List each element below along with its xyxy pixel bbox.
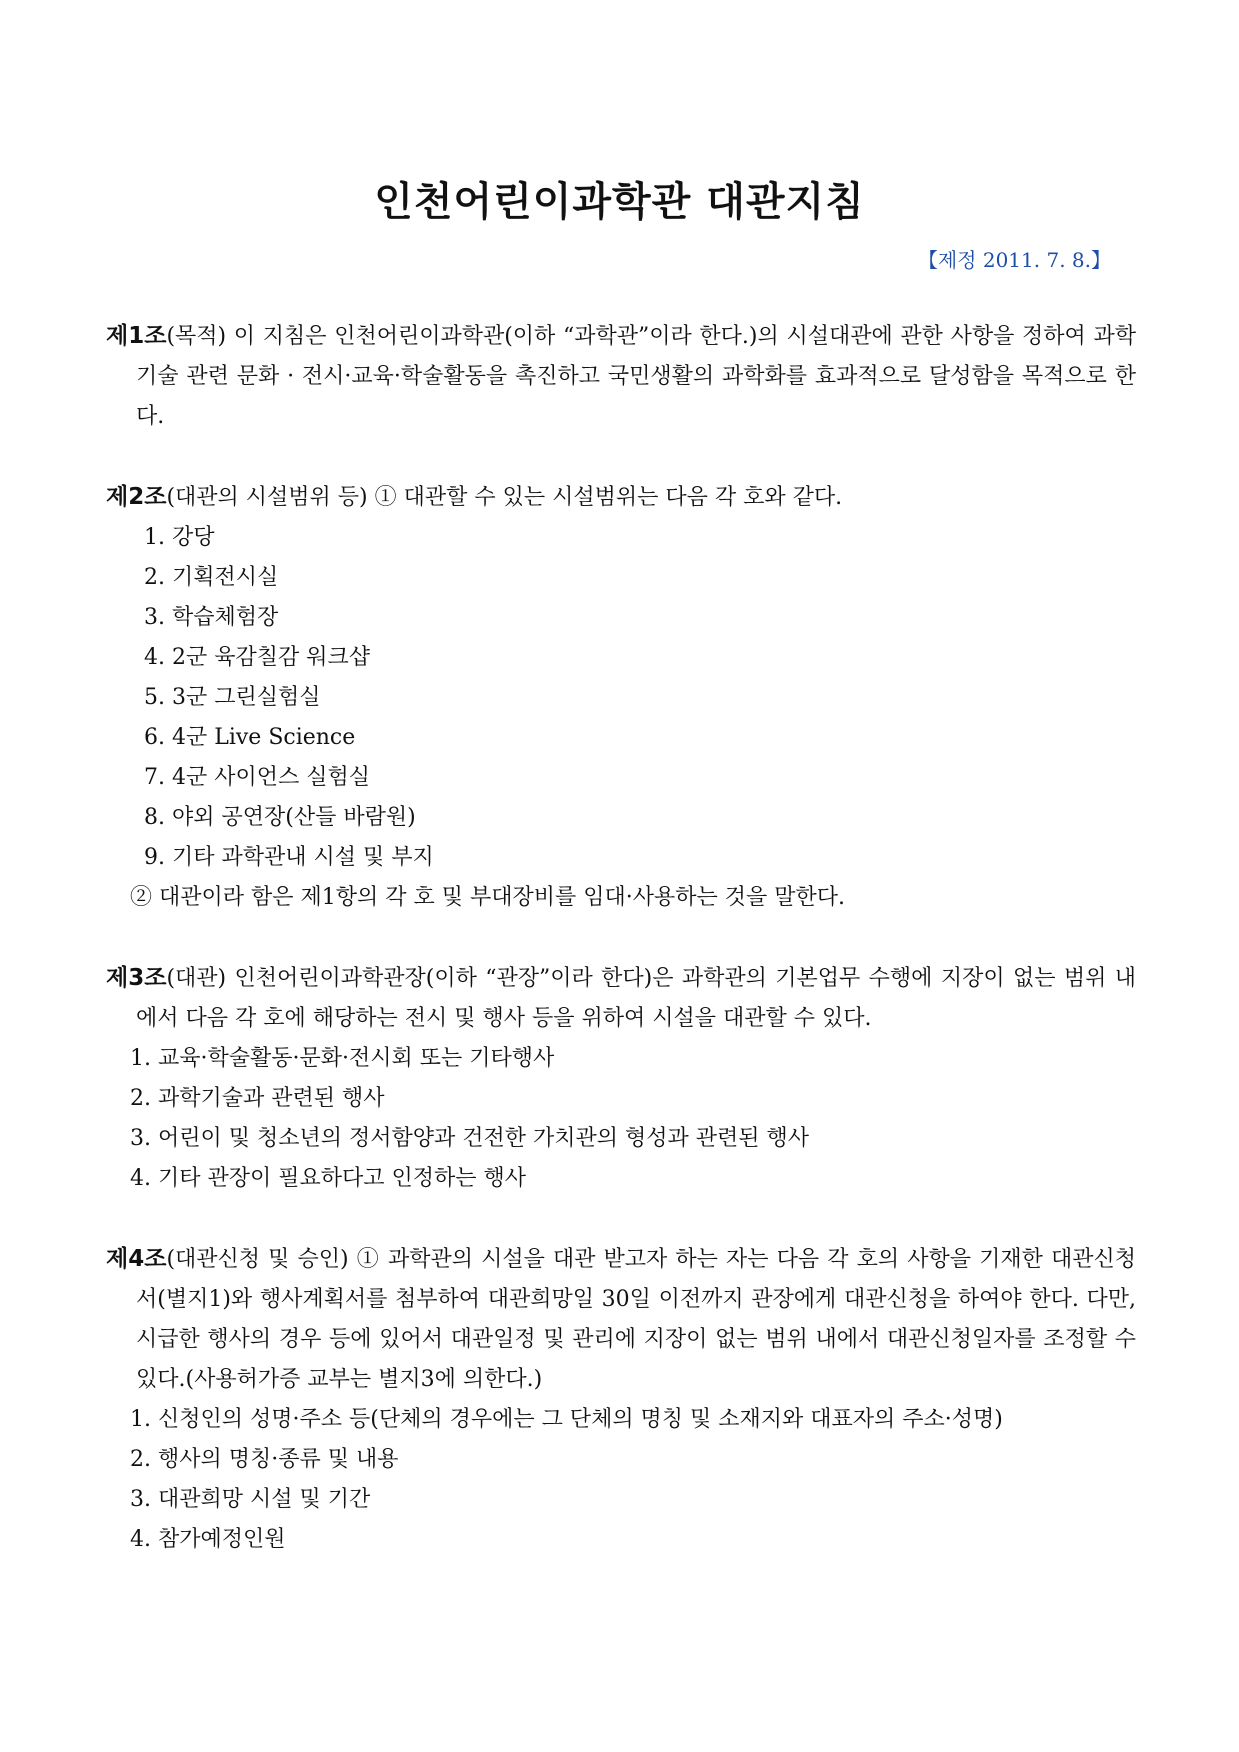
article-4 xyxy=(106,1239,1136,1560)
list-item: 8. 야외 공연장(산들 바람원) xyxy=(144,805,416,830)
list-item: 2. 과학기술과 관련된 행사 xyxy=(130,1086,385,1111)
enactment-date: 【제정 2011. 7. 8.】 xyxy=(917,248,1111,272)
list-item: 2. 기획전시실 xyxy=(144,565,279,590)
facility-list xyxy=(106,518,1136,878)
list-item: 6. 4군 Live Science xyxy=(144,725,356,750)
list-item: 4. 기타 관장이 필요하다고 인정하는 행사 xyxy=(130,1166,526,1191)
list-item: 3. 학습체험장 xyxy=(144,605,279,630)
article-3-text xyxy=(106,958,1136,1039)
event-type-list xyxy=(106,1039,1136,1199)
article-body: (대관) 인천어린이과학관장(이하 “관장”이라 한다)은 과학관의 기본업무 수행에 지장이 없는 범위 내에서 다음 각 호에 해당하는 전시 및 행사 등을 위하여 시설을 대관할 수 있다. xyxy=(136,966,1136,1031)
list-item: 4. 참가예정인원 xyxy=(130,1527,286,1552)
list-item: 4. 2군 육감칠감 워크샵 xyxy=(144,645,370,670)
article-3 xyxy=(106,958,1136,1199)
article-number: 제3조 xyxy=(106,965,167,991)
article-2 xyxy=(106,477,1136,918)
article-number: 제2조 xyxy=(106,484,167,510)
article-number: 제1조 xyxy=(106,323,167,349)
article-body: (대관의 시설범위 등) ① 대관할 수 있는 시설범위는 다음 각 호와 같다. xyxy=(166,485,843,510)
list-item: 9. 기타 과학관내 시설 및 부지 xyxy=(144,845,434,870)
list-item: 3. 어린이 및 청소년의 정서함양과 건전한 가치관의 형성과 관련된 행사 xyxy=(130,1126,809,1151)
application-item-list xyxy=(106,1400,1136,1560)
article-body: (목적) 이 지침은 인천어린이과학관(이하 “과학관”이라 한다.)의 시설대관에 관한 사항을 정하여 과학기술 관련 문화 · 전시·교육·학술활동을 촉진하고 국민생활의 과학화를 효과적으로 달성함을 목적으로 한다. xyxy=(136,324,1136,429)
article-2-clause-2: ② 대관이라 함은 제1항의 각 호 및 부대장비를 임대·사용하는 것을 말한다. xyxy=(130,885,845,910)
list-item: 1. 강당 xyxy=(144,525,215,550)
document-title: 인천어린이과학관 대관지침 xyxy=(374,179,865,225)
list-item: 3. 대관희망 시설 및 기간 xyxy=(130,1487,371,1512)
article-1-text xyxy=(106,316,1136,437)
article-number: 제4조 xyxy=(106,1246,167,1272)
article-4-text xyxy=(106,1239,1136,1400)
list-item: 1. 신청인의 성명·주소 등(단체의 경우에는 그 단체의 명칭 및 소재지와 대표자의 주소·성명) xyxy=(130,1407,1003,1432)
list-item: 2. 행사의 명칭·종류 및 내용 xyxy=(130,1447,399,1472)
article-1 xyxy=(106,316,1136,437)
article-body: (대관신청 및 승인) ① 과학관의 시설을 대관 받고자 하는 자는 다음 각 호의 사항을 기재한 대관신청서(별지1)와 행사계획서를 첨부하여 대관희망일 30일 이전까지 관장에게 대관신청을 하여야 한다. 다만, 시급한 행사의 경우 등에 있어서 대관일정 및 관리에 지장이 없는 범위 내에서 대관신청일자를 조정할 수 있다.(사용허가증 교부는 별지3에 의한다.) xyxy=(136,1247,1136,1392)
document-body xyxy=(106,316,1136,1600)
list-item: 1. 교육·학술활동·문화·전시회 또는 기타행사 xyxy=(130,1046,555,1071)
list-item: 5. 3군 그린실험실 xyxy=(144,685,321,710)
article-2-text xyxy=(106,477,1136,518)
list-item: 7. 4군 사이언스 실험실 xyxy=(144,765,370,790)
